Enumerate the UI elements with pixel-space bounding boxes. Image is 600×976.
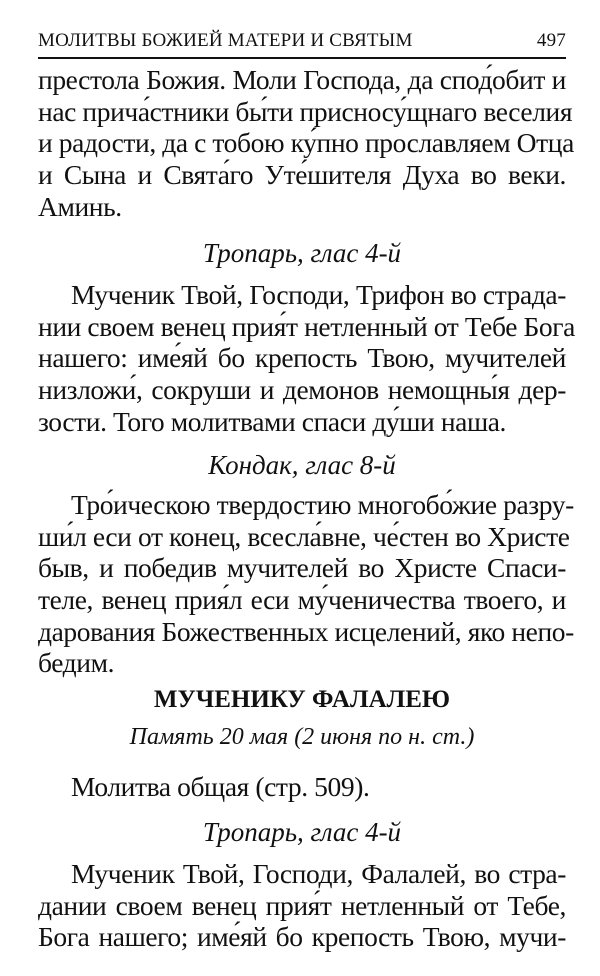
- text-line: нас прича́стники бы́ти присносу́щнаго веселия: [38, 95, 573, 127]
- text-line: нии своем венец прия́т нетленный от Тебе Бога: [38, 310, 575, 342]
- text-line: престола Божия. Моли Господа, да спод́обит и: [38, 64, 566, 95]
- text-line: теле, венец прия́л еси му́ченичества твоего, и: [38, 584, 566, 616]
- text-line: Тро́ическою твердостию многобо́жие разру-: [71, 489, 574, 520]
- running-header: [38, 26, 566, 56]
- paragraph-prayer-end: [38, 64, 574, 222]
- text-line: Бога нашего; име́яй бо крепость Твою, мучи-: [38, 921, 566, 953]
- text-line: низложи́, сокруши и демонов немощны́я дер-: [38, 374, 566, 406]
- running-header-title: МОЛИТВЫ БОЖИЕЙ МАТЕРИ И СВЯТЫМ: [38, 30, 413, 51]
- text-line: нашего: име́яй бо крепость Твою, мучителей: [38, 342, 566, 374]
- text-line: и Сына и Свята́го Уте́шителя Духа во веки.: [38, 159, 566, 191]
- text-line: и радости, да с тобою ку́пно прославляем Отца: [38, 127, 574, 159]
- page-number: 497: [536, 30, 566, 51]
- text-line: быв, и победив мучителей во Христе Спаси-: [38, 552, 566, 584]
- text-line: Молитва общая (стр. 509).: [71, 771, 370, 802]
- header-rule: [38, 57, 566, 59]
- text-line: дании своем венец прия́т нетленный от Тебе,: [38, 889, 566, 921]
- text-line: дарования Божественных исцелений, яко непо-: [38, 615, 574, 647]
- paragraph-kontakion: [38, 489, 574, 679]
- heading-troparion: Тропарь, глас 4-й: [202, 238, 402, 268]
- text-line: Мученик Твой, Господи, Фалалей, во стра-: [71, 858, 566, 889]
- section-title: МУЧЕНИКУ ФАЛАЛЕЮ: [153, 686, 451, 713]
- paragraph-common-prayer: [38, 771, 566, 803]
- heading-troparion-2: Тропарь, глас 4-й: [202, 817, 402, 847]
- text-line: зости. Того молитвами спаси ду́ши наша.: [38, 405, 507, 437]
- text-line: бедим.: [38, 647, 115, 679]
- text-line: Аминь.: [38, 190, 122, 222]
- paragraph-troparion-tryphon: [38, 279, 575, 437]
- paragraph-troparion-thalelaeus: [38, 858, 566, 953]
- section-memory-date: Память 20 мая (2 июня по н. ст.): [129, 724, 475, 750]
- heading-kontakion: Кондак, глас 8-й: [208, 450, 396, 480]
- text-line: ши́л еси от конец, всесла́вне, че́стен во Христе: [38, 520, 570, 552]
- text-line: Мученик Твой, Господи, Трифон во страда-: [71, 279, 566, 310]
